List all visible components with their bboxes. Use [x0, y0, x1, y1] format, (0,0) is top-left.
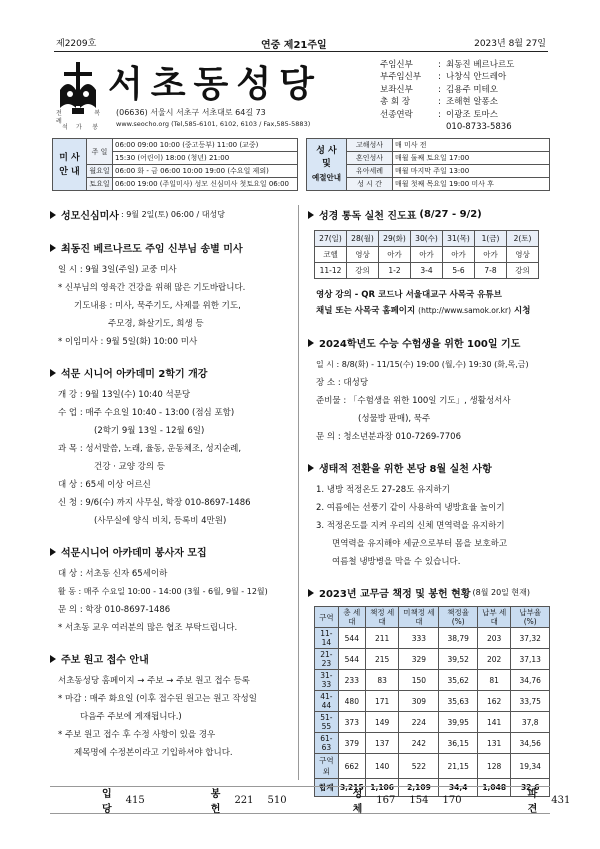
section-bullet-icon [50, 655, 56, 663]
dues-row [315, 754, 550, 779]
dues-value-cell: 162 [477, 691, 511, 712]
dues-value-cell: 215 [365, 649, 399, 670]
mass-schedule-table [52, 138, 298, 191]
notice-line: * 서초동 교우 여러분의 많은 협조 부탁드립니다. [58, 623, 238, 633]
notice-line: 2. 여름에는 선풍기 같이 사용하여 냉방효율 높이기 [316, 503, 505, 513]
dues-value-cell: 33,75 [511, 691, 550, 712]
notice-line: 일 시 : 9월 3일(주일) 교중 미사 [58, 265, 177, 275]
bible-reading-cell: 아가 [475, 247, 507, 263]
notice-line: 건강 · 교양 강의 등 [94, 462, 165, 472]
sacrament-title: 성 사 [316, 146, 337, 156]
dues-value-cell: 211 [365, 628, 399, 649]
attendance-count: 221 [234, 794, 254, 806]
dues-district-cell: 31-33 [315, 670, 339, 691]
mass-times: 06:00 화 - 금 06:00 10:00 19:00 (수요일 제외) [113, 165, 298, 178]
notice-line: (2학기 9월 13일 - 12월 6일) [94, 426, 205, 436]
dues-value-cell: 21,15 [439, 754, 477, 779]
dues-value-cell: 1,048 [477, 779, 511, 797]
dues-row [315, 628, 550, 649]
column-divider [298, 205, 299, 780]
notice-line: 문 의 : 청소년분과장 010-7269-7706 [316, 432, 461, 442]
attendance-count: 167 [376, 794, 396, 806]
attendance-label: 성체 [352, 789, 363, 815]
samok-url[interactable]: (http://www.samok.or.kr) [418, 306, 512, 315]
staff-row: 총 회 장 : 조해현 알퐁소 [380, 97, 498, 108]
issue-date: 2023년 8월 27일 [474, 39, 546, 49]
notice-line: 1. 냉방 적정온도 27-28도 유지하기 [316, 485, 450, 495]
bible-reading-cell: 영상 [347, 247, 379, 263]
notice-line: * 주보 원고 접수 후 수정 사항이 있을 경우 [58, 730, 216, 740]
sacrament-name: 혼인성사 [347, 152, 393, 165]
dues-value-cell: 141 [477, 712, 511, 733]
left-column [50, 207, 290, 776]
section-title: 석문 시니어 아카데미 2학기 개강 [61, 369, 208, 380]
bible-day-cell: 27(일) [315, 231, 347, 247]
dues-value-cell: 34,4 [439, 779, 477, 797]
dues-value-cell: 35,63 [439, 691, 477, 712]
issue-bar [56, 36, 546, 50]
dues-value-cell: 233 [338, 670, 365, 691]
bible-reading-cell: 1-2 [379, 263, 411, 279]
farewell-mass-notice [50, 240, 290, 351]
dues-value-cell: 544 [338, 628, 365, 649]
dues-value-cell: 242 [399, 733, 439, 754]
dues-value-cell: 149 [365, 712, 399, 733]
notice-line: 신 청 : 9/6(수) 까지 사무실, 학장 010-8697-1486 [58, 498, 251, 508]
dues-value-cell: 37,32 [511, 628, 550, 649]
logo-caption: 석 [62, 124, 68, 131]
attendance-count: 510 [267, 794, 287, 806]
academy-notice [50, 365, 290, 530]
mass-day: 월요일 [87, 165, 113, 178]
notice-line: 여름철 냉방병을 막을 수 있습니다. [332, 557, 461, 567]
staff-row: 선종연락 : 이광조 토마스 [380, 109, 498, 120]
dues-column-header: 책정율 (%) [439, 607, 477, 628]
bible-day-cell: 31(목) [443, 231, 475, 247]
marian-mass-notice [50, 207, 290, 222]
notice-line: (성물방 판매), 묵주 [358, 414, 431, 424]
dues-value-cell: 333 [399, 628, 439, 649]
attendance-count: 154 [409, 794, 429, 806]
section-title: 2024학년도 수능 수험생을 위한 100일 기도 [319, 339, 521, 350]
section-bullet-icon [308, 589, 314, 597]
sacrament-name: 성 시 간 [347, 178, 393, 191]
attendance-count: 170 [442, 794, 462, 806]
bible-day-cell: 1(금) [475, 231, 507, 247]
mass-times: 15:30 (어린이) 18:00 (청년) 21:00 [113, 152, 298, 165]
notice-line: 다음주 주보에 게재됩니다.) [80, 712, 182, 722]
bible-note-line: 채널 또는 사목국 홈페이지 [316, 306, 416, 316]
notice-line: 일 시 : 8/8(화) - 11/15(수) 19:00 (월,수) 19:30 (화,목,금) [316, 360, 529, 369]
sacrament-time: 매월 첫째 목요일 19:00 미사 후 [393, 178, 550, 191]
dues-district-cell: 21-23 [315, 649, 339, 670]
logo-caption: 봉 [92, 124, 98, 131]
staff-row: 주임신부 : 최동진 베르나르도 [380, 60, 515, 70]
attendance-label: 입당 [102, 789, 112, 815]
notice-line: 대 상 : 65세 이상 어르신 [58, 480, 151, 490]
sacrament-table [306, 138, 550, 191]
dues-table [314, 606, 550, 797]
mass-times: 06:00 09:00 10:00 (중고등부) 11:00 (교중) [113, 139, 298, 152]
section-title: 최동진 베르나르도 주임 신부님 송별 미사 [61, 244, 243, 255]
notice-line: (사무실에 양식 비치, 등록비 4만원) [94, 516, 227, 526]
notice-line: 활 동 : 매주 수요일 10:00 - 14:00 (3월 - 6월, 9월 - 12월) [58, 587, 268, 596]
sacrament-name: 고해성사 [347, 139, 393, 152]
sacrament-time: 매 미사 전 [393, 139, 550, 152]
dues-value-cell: 480 [338, 691, 365, 712]
dues-column-header: 납부 세대 [477, 607, 511, 628]
notice-line: * 신부님의 영육간 건강을 위해 많은 기도바랍니다. [58, 283, 246, 293]
dues-value-cell: 373 [338, 712, 365, 733]
bible-reading-cell: 강의 [507, 263, 539, 279]
dues-value-cell: 544 [338, 649, 365, 670]
logo-caption: 가 [76, 124, 82, 131]
dues-value-cell: 309 [399, 691, 439, 712]
notice-line: 개 강 : 9월 13일(수) 10:40 석문당 [58, 390, 191, 400]
bible-day-cell: 30(수) [411, 231, 443, 247]
staff-list [380, 59, 550, 133]
dues-row [315, 733, 550, 754]
dues-value-cell: 171 [365, 691, 399, 712]
dues-value-cell: 83 [365, 670, 399, 691]
dues-value-cell: 203 [477, 628, 511, 649]
liturgical-week: 연중 제21주일 [261, 40, 327, 51]
bible-reading-cell: 아가 [379, 247, 411, 263]
dues-row [315, 670, 550, 691]
section-title: 생태적 전환을 위한 본당 8월 실천 사항 [319, 464, 492, 475]
dues-district-cell: 41-44 [315, 691, 339, 712]
bible-reading-plan [308, 207, 553, 319]
dues-column-header: 책정 세대 [365, 607, 399, 628]
section-bullet-icon [50, 211, 56, 219]
logo-caption: 례 [56, 118, 62, 125]
bible-reading-table [314, 230, 539, 279]
section-title: 석문시니어 아카데미 봉사자 모집 [61, 548, 207, 559]
issue-number: 제2209호 [56, 39, 97, 49]
dues-row [315, 649, 550, 670]
dues-value-cell: 34,56 [511, 733, 550, 754]
dues-value-cell: 150 [399, 670, 439, 691]
sacrament-time: 매월 마지막 주일 13:00 [393, 165, 550, 178]
bible-reading-cell: 5-6 [443, 263, 475, 279]
bible-day-cell: 29(화) [379, 231, 411, 247]
section-bullet-icon [50, 369, 56, 377]
bible-reading-cell: 7-8 [475, 263, 507, 279]
section-title: 성모신심미사 [61, 211, 119, 222]
attendance-count: 431 [551, 794, 571, 806]
section-bullet-icon [308, 211, 314, 219]
bible-reading-cell: 11-12 [315, 263, 347, 279]
section-bullet-icon [50, 244, 56, 252]
dues-value-cell: 3,215 [338, 779, 365, 797]
notice-line: 대 상 : 서초동 신자 65세이하 [58, 569, 168, 579]
attendance-count: 415 [125, 794, 145, 806]
dues-value-cell: 522 [399, 754, 439, 779]
dues-value-cell: 39,95 [439, 712, 477, 733]
dues-district-cell: 11-14 [315, 628, 339, 649]
notice-line: * 마감 : 매주 화요일 (이후 접수된 원고는 원고 작성일 [58, 694, 257, 704]
dues-value-cell: 329 [399, 649, 439, 670]
notice-line: 기도내용 : 미사, 묵주기도, 사제를 위한 기도, [74, 301, 241, 311]
notice-line: 준비물 : 「수험생을 위한 100일 기도」, 생활성서사 [316, 396, 511, 406]
sacrament-name: 유아세례 [347, 165, 393, 178]
section-inline-text: : 9월 2일(토) 06:00 / 대성당 [120, 210, 225, 219]
bible-reading-cell: 코헬 [315, 247, 347, 263]
dues-column-header: 총 세대 [338, 607, 365, 628]
dues-value-cell: 137 [365, 733, 399, 754]
section-bullet-icon [308, 464, 314, 472]
church-logo-icon [56, 60, 100, 128]
attendance-footer [50, 786, 571, 815]
dues-value-cell: 36,15 [439, 733, 477, 754]
bible-day-cell: 28(월) [347, 231, 379, 247]
dues-value-cell: 140 [365, 754, 399, 779]
dues-value-cell: 37,13 [511, 649, 550, 670]
eco-practice-notice [308, 460, 553, 571]
dues-column-header: 미책정 세대 [399, 607, 439, 628]
dues-value-cell: 39,52 [439, 649, 477, 670]
staff-row: 부주임신부 : 나창식 안드레아 [380, 72, 507, 83]
section-title: 2023년 교무금 책정 및 봉헌 현황 [319, 589, 471, 600]
notice-line: 서초동성당 홈페이지 → 주보 → 주보 원고 접수 등록 [58, 676, 250, 686]
mass-day: 주 일 [87, 139, 113, 165]
church-logo [56, 60, 100, 131]
bible-day-cell: 2(토) [507, 231, 539, 247]
bible-note [308, 287, 553, 319]
bible-reading-cell: 영상 [507, 247, 539, 263]
dues-value-cell: 19,34 [511, 754, 550, 779]
dues-value-cell: 1,106 [365, 779, 399, 797]
attendance-label: 봉헌 [210, 789, 221, 815]
notice-line: * 이임미사 : 9월 5일(화) 10:00 미사 [58, 337, 198, 347]
notice-line: 장 소 : 대성당 [316, 378, 369, 388]
exam-prayer-notice [308, 335, 553, 446]
bible-reading-cell: 3-4 [411, 263, 443, 279]
dues-value-cell: 2,109 [399, 779, 439, 797]
dues-district-cell: 구역외 [315, 754, 339, 779]
notice-line: 과 목 : 성서말씀, 노래, 율동, 운동체조, 성지순례, [58, 444, 242, 454]
mass-times: 06:00 19:00 (주일미사) 성모 신심미사 첫토요일 06:00 [113, 178, 298, 191]
bible-reading-cell: 아가 [411, 247, 443, 263]
dues-value-cell: 131 [477, 733, 511, 754]
dues-value-cell: 35,62 [439, 670, 477, 691]
sacrament-time: 매월 둘째 토요일 17:00 [393, 152, 550, 165]
section-title: 성경 통독 실천 진도표 [319, 211, 417, 222]
dues-status [308, 585, 553, 797]
dues-value-cell: 32,6 [511, 779, 550, 797]
dues-value-cell: 379 [338, 733, 365, 754]
dues-value-cell: 202 [477, 649, 511, 670]
notice-line: 문 의 : 학장 010-8697-1486 [58, 605, 171, 615]
mass-title: 안 내 [59, 166, 80, 177]
notice-line: 수 업 : 매주 수요일 10:40 - 13:00 (점심 포함) [58, 408, 235, 418]
staff-row: 010-8733-5836 [446, 122, 512, 133]
section-subtitle: (8월 20일 현재) [472, 588, 531, 597]
sacrament-title: 예절안내 [312, 173, 341, 182]
logo-caption: 복 [94, 110, 100, 117]
dues-value-cell: 128 [477, 754, 511, 779]
staff-row: 보좌신부 : 김용주 미테오 [380, 84, 498, 95]
church-address: (06636) 서울시 서초구 서초대로 64길 73 [116, 108, 266, 117]
dues-row [315, 712, 550, 733]
dues-value-cell: 81 [477, 670, 511, 691]
section-range: (8/27 - 9/2) [419, 209, 482, 220]
bible-note-line: 시청 [514, 306, 531, 316]
dues-district-cell: 합계 [315, 779, 339, 797]
dues-district-cell: 61-63 [315, 733, 339, 754]
notice-line: 제목명에 수정본이라고 기입하셔야 합니다. [74, 748, 233, 758]
dues-value-cell: 34,76 [511, 670, 550, 691]
mass-day: 토요일 [87, 178, 113, 191]
mass-title: 미 사 [59, 152, 80, 163]
attendance-label: 파견 [527, 789, 538, 815]
dues-value-cell: 38,79 [439, 628, 477, 649]
dues-column-header: 납부율 (%) [511, 607, 550, 628]
logo-caption: 전 [56, 110, 62, 117]
church-contact: www.seocho.org (Tel,585-6101, 6102, 6103 / Fax,585-5883) [116, 120, 311, 128]
dues-value-cell: 224 [399, 712, 439, 733]
header-rule [54, 51, 548, 52]
notice-line: 주모경, 화살기도, 희생 등 [108, 319, 204, 329]
dues-column-header: 구역 [315, 607, 339, 628]
right-column [308, 207, 553, 811]
dues-district-cell: 51-55 [315, 712, 339, 733]
section-bullet-icon [308, 339, 314, 347]
volunteer-notice [50, 544, 290, 637]
dues-row [315, 691, 550, 712]
dues-value-cell: 662 [338, 754, 365, 779]
church-name: 서초동성당 [108, 63, 322, 105]
section-bullet-icon [50, 548, 56, 556]
section-title: 주보 원고 접수 안내 [61, 655, 149, 666]
sacrament-title: 및 [322, 159, 331, 169]
bulletin-submission-notice [50, 651, 290, 762]
dues-value-cell: 37,8 [511, 712, 550, 733]
notice-line: 면역력을 유지해야 세균으로부터 몸을 보호하고 [332, 539, 508, 549]
bible-reading-cell: 강의 [347, 263, 379, 279]
notice-line: 3. 적정온도를 지켜 우리의 신체 면역력을 유지하기 [316, 521, 505, 531]
bible-note-line: 영상 강의 - QR 코드나 서울대교구 사목국 유튜브 [316, 290, 502, 300]
bible-reading-cell: 아가 [443, 247, 475, 263]
